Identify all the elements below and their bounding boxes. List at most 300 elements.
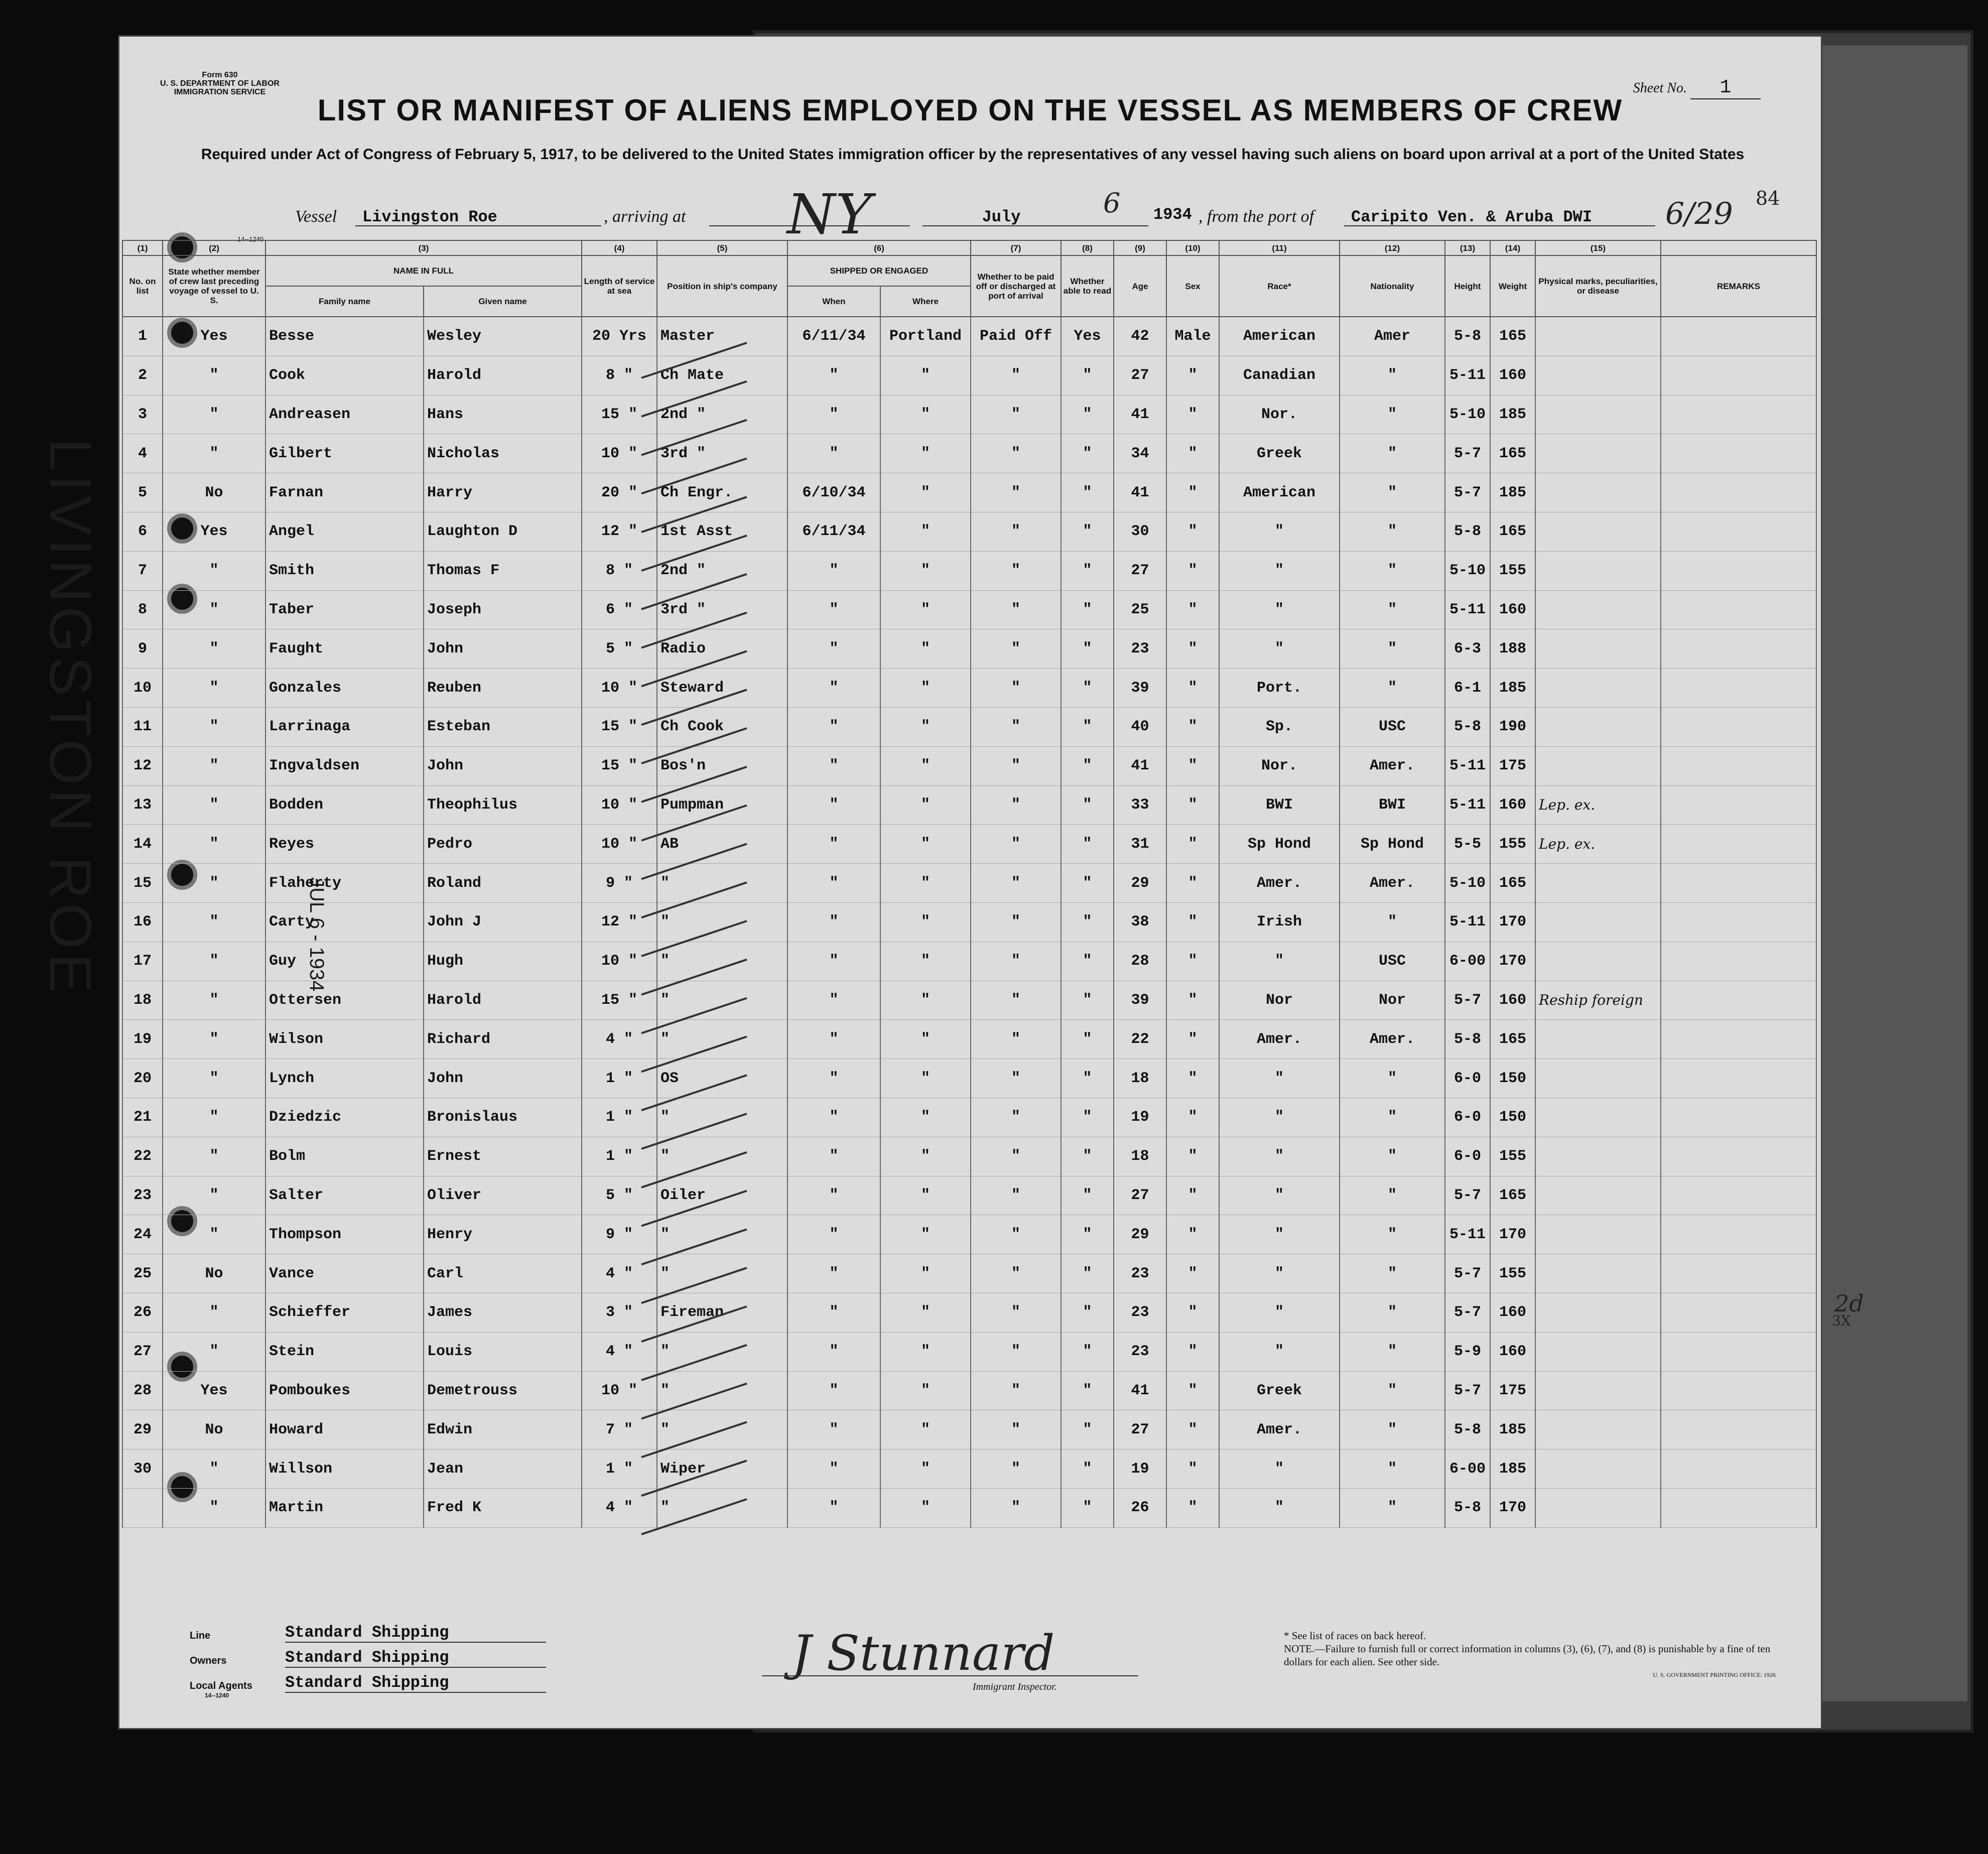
shipped-when-cell: " [787, 1293, 880, 1332]
prev-voyage-cell: " [163, 669, 266, 708]
nationality-cell: " [1340, 1449, 1445, 1489]
manifest-page [37, 35, 1822, 1730]
position-cell: Master [657, 317, 787, 356]
shipped-when-cell: " [787, 1254, 880, 1293]
able-to-read-cell: " [1061, 864, 1114, 903]
length-of-service-cell: 15 " [582, 981, 657, 1020]
height-cell: 5-5 [1445, 825, 1490, 864]
family-name-cell: Taber [266, 590, 424, 629]
position-cell: Bos'n [657, 746, 787, 785]
length-of-service-cell: 10 " [582, 1371, 657, 1410]
able-to-read-cell: " [1061, 785, 1114, 825]
weight-cell: 185 [1490, 473, 1535, 512]
physical-marks-cell [1535, 590, 1661, 629]
given-name-cell: Bronislaus [424, 1098, 582, 1137]
shipped-when-cell: " [787, 395, 880, 434]
paid-off-cell: " [971, 1215, 1061, 1254]
nationality-cell: " [1340, 590, 1445, 629]
able-to-read-cell: " [1061, 902, 1114, 942]
row-number-cell: 20 [122, 1059, 163, 1098]
prev-voyage-cell: " [163, 942, 266, 981]
paid-off-cell: " [971, 395, 1061, 434]
inspector-signature: J Stunnard [792, 1625, 1055, 1681]
age-cell: 23 [1114, 1332, 1166, 1371]
able-to-read-cell: " [1061, 1020, 1114, 1059]
family-name-cell: Schieffer [266, 1293, 424, 1332]
length-of-service-cell: 5 " [582, 629, 657, 669]
age-cell: 39 [1114, 669, 1166, 708]
family-name-cell: Salter [266, 1176, 424, 1215]
age-cell: 26 [1114, 1488, 1166, 1527]
length-of-service-cell: 4 " [582, 1332, 657, 1371]
able-to-read-cell: " [1061, 551, 1114, 590]
age-cell: 41 [1114, 746, 1166, 785]
prev-voyage-cell: No [163, 1254, 266, 1293]
height-cell: 5-8 [1445, 1410, 1490, 1449]
col-num: (4) [582, 240, 657, 255]
table-row [122, 1176, 1816, 1215]
shipped-where-cell: " [880, 1332, 971, 1371]
sex-cell: " [1166, 981, 1219, 1020]
table-row [122, 395, 1816, 434]
able-to-read-cell: " [1061, 825, 1114, 864]
shipped-when-cell: " [787, 551, 880, 590]
table-row [122, 1254, 1816, 1293]
sex-cell: " [1166, 1332, 1219, 1371]
paid-off-cell: " [971, 1176, 1061, 1215]
prev-voyage-cell: " [163, 825, 266, 864]
physical-marks-cell [1535, 707, 1661, 746]
arrival-month: July [922, 202, 1073, 226]
weight-cell: 150 [1490, 1059, 1535, 1098]
prev-voyage-cell: " [163, 1098, 266, 1137]
physical-marks-cell [1535, 902, 1661, 942]
length-of-service-cell: 10 " [582, 669, 657, 708]
row-number-cell: 5 [122, 473, 163, 512]
family-name-cell: Farnan [266, 473, 424, 512]
table-row [122, 1020, 1816, 1059]
given-name-cell: Harold [424, 981, 582, 1020]
length-of-service-cell: 20 " [582, 473, 657, 512]
table-row [122, 1137, 1816, 1176]
paid-off-cell: " [971, 356, 1061, 395]
family-name-cell: Thompson [266, 1215, 424, 1254]
paid-off-cell: " [971, 1137, 1061, 1176]
arriving-label: , arriving at [604, 207, 686, 226]
remarks-cell [1661, 942, 1816, 981]
race-cell: " [1219, 1332, 1340, 1371]
col-num: (13) [1445, 240, 1490, 255]
nationality-cell: Sp Hond [1340, 825, 1445, 864]
family-name-cell: Reyes [266, 825, 424, 864]
table-row [122, 785, 1816, 825]
row-number-cell: 3 [122, 395, 163, 434]
col-num: (10) [1166, 240, 1219, 255]
length-of-service-cell: 9 " [582, 1215, 657, 1254]
position-cell: " [657, 981, 787, 1020]
nationality-cell: " [1340, 551, 1445, 590]
col-num: (14) [1490, 240, 1535, 255]
row-number-cell [122, 1488, 163, 1527]
nationality-cell: " [1340, 395, 1445, 434]
row-number-cell: 8 [122, 590, 163, 629]
sex-cell: " [1166, 629, 1219, 669]
shipped-when-cell: " [787, 629, 880, 669]
physical-marks-cell [1535, 356, 1661, 395]
table-row [122, 942, 1816, 981]
race-cell: Nor [1219, 981, 1340, 1020]
remarks-cell [1661, 981, 1816, 1020]
remarks-cell [1661, 1137, 1816, 1176]
nationality-cell: Nor [1340, 981, 1445, 1020]
physical-marks-cell [1535, 864, 1661, 903]
length-of-service-cell: 1 " [582, 1449, 657, 1489]
family-name-cell: Ingvaldsen [266, 746, 424, 785]
column-headers [122, 255, 1816, 286]
family-name-cell: Gonzales [266, 669, 424, 708]
sex-cell: " [1166, 1059, 1219, 1098]
date-stamp: JUL 6 - 1934 [306, 877, 328, 992]
prev-voyage-cell: " [163, 785, 266, 825]
family-name-cell: Lynch [266, 1059, 424, 1098]
paid-off-cell: " [971, 942, 1061, 981]
height-cell: 5-10 [1445, 551, 1490, 590]
physical-marks-cell [1535, 473, 1661, 512]
remarks-cell [1661, 825, 1816, 864]
physical-marks-cell [1535, 1449, 1661, 1489]
table-row [122, 1098, 1816, 1137]
remarks-cell [1661, 1410, 1816, 1449]
nationality-cell: " [1340, 629, 1445, 669]
remarks-cell [1661, 669, 1816, 708]
sex-cell: " [1166, 746, 1219, 785]
physical-marks-cell: Lep. ex. [1535, 785, 1661, 825]
able-to-read-cell: " [1061, 512, 1114, 551]
sex-cell: " [1166, 512, 1219, 551]
height-cell: 5-11 [1445, 902, 1490, 942]
shipped-where-cell: " [880, 942, 971, 981]
family-name-cell: Stein [266, 1332, 424, 1371]
nationality-cell: " [1340, 1332, 1445, 1371]
nationality-cell: USC [1340, 707, 1445, 746]
weight-cell: 170 [1490, 1215, 1535, 1254]
crew-table [122, 240, 1817, 1528]
shipped-where-cell: " [880, 902, 971, 942]
header-where: Where [880, 286, 971, 317]
given-name-cell: Theophilus [424, 785, 582, 825]
prev-voyage-cell: " [163, 1215, 266, 1254]
position-cell: " [657, 1137, 787, 1176]
physical-marks-cell [1535, 1488, 1661, 1527]
sex-cell: " [1166, 707, 1219, 746]
family-name-cell: Howard [266, 1410, 424, 1449]
length-of-service-cell: 1 " [582, 1137, 657, 1176]
family-name-cell: Wilson [266, 1020, 424, 1059]
remarks-cell [1661, 746, 1816, 785]
given-name-cell: Richard [424, 1020, 582, 1059]
length-of-service-cell: 10 " [582, 942, 657, 981]
family-name-cell: Angel [266, 512, 424, 551]
weight-cell: 155 [1490, 1254, 1535, 1293]
shipped-where-cell: " [880, 1371, 971, 1410]
prev-voyage-cell: " [163, 629, 266, 669]
remarks-cell [1661, 1020, 1816, 1059]
paid-off-cell: " [971, 1332, 1061, 1371]
col-num: (9) [1114, 240, 1166, 255]
race-cell: " [1219, 1449, 1340, 1489]
height-cell: 5-9 [1445, 1332, 1490, 1371]
shipped-when-cell: " [787, 902, 880, 942]
weight-cell: 165 [1490, 1176, 1535, 1215]
weight-cell: 160 [1490, 590, 1535, 629]
height-cell: 5-7 [1445, 981, 1490, 1020]
shipped-when-cell: " [787, 785, 880, 825]
length-of-service-cell: 15 " [582, 707, 657, 746]
row-number-cell: 25 [122, 1254, 163, 1293]
col-num: (15) [1535, 240, 1661, 255]
nationality-cell: Amer [1340, 317, 1445, 356]
shipped-when-cell: " [787, 434, 880, 473]
header-read: Whether able to read [1061, 255, 1114, 317]
remarks-cell [1661, 1215, 1816, 1254]
length-of-service-cell: 4 " [582, 1020, 657, 1059]
paid-off-cell: " [971, 981, 1061, 1020]
sex-cell: " [1166, 1098, 1219, 1137]
weight-cell: 185 [1490, 669, 1535, 708]
table-row [122, 356, 1816, 395]
race-cell: American [1219, 473, 1340, 512]
shipped-where-cell: " [880, 1410, 971, 1449]
height-cell: 5-11 [1445, 590, 1490, 629]
race-cell: Sp. [1219, 707, 1340, 746]
family-name-cell: Ottersen [266, 981, 424, 1020]
row-number-cell: 26 [122, 1293, 163, 1332]
col-num: (6) [787, 240, 971, 255]
length-of-service-cell: 15 " [582, 395, 657, 434]
race-cell: Greek [1219, 1371, 1340, 1410]
physical-marks-cell [1535, 1293, 1661, 1332]
row-number-cell: 27 [122, 1332, 163, 1371]
table-row [122, 1449, 1816, 1489]
age-cell: 28 [1114, 942, 1166, 981]
length-of-service-cell: 12 " [582, 512, 657, 551]
table-row [122, 669, 1816, 708]
position-cell: 2nd " [657, 551, 787, 590]
sex-cell: " [1166, 1137, 1219, 1176]
nationality-cell: " [1340, 512, 1445, 551]
age-cell: 33 [1114, 785, 1166, 825]
length-of-service-cell: 10 " [582, 785, 657, 825]
position-cell: " [657, 1371, 787, 1410]
position-cell: Ch Engr. [657, 473, 787, 512]
race-cell: Greek [1219, 434, 1340, 473]
prev-voyage-cell: " [163, 746, 266, 785]
header-race: Race* [1219, 255, 1340, 317]
remarks-cell [1661, 902, 1816, 942]
shipped-where-cell: Portland [880, 317, 971, 356]
length-of-service-cell: 6 " [582, 590, 657, 629]
sex-cell: Male [1166, 317, 1219, 356]
crew-rows [122, 317, 1816, 1527]
shipped-where-cell: " [880, 1449, 971, 1489]
able-to-read-cell: " [1061, 473, 1114, 512]
shipped-when-cell: " [787, 669, 880, 708]
height-cell: 6-0 [1445, 1059, 1490, 1098]
race-cell: Nor. [1219, 746, 1340, 785]
given-name-cell: Wesley [424, 317, 582, 356]
header-service: Length of service at sea [582, 255, 657, 317]
nationality-cell: " [1340, 669, 1445, 708]
page-title: LIST OR MANIFEST OF ALIENS EMPLOYED ON THE VESSEL AS MEMBERS OF CREW [317, 93, 1623, 127]
shipped-where-cell: " [880, 1293, 971, 1332]
race-cell: " [1219, 1215, 1340, 1254]
height-cell: 6-1 [1445, 669, 1490, 708]
table-row [122, 1332, 1816, 1371]
shipped-where-cell: " [880, 1488, 971, 1527]
shipped-when-cell: " [787, 1410, 880, 1449]
header-family-name: Family name [266, 286, 424, 317]
height-cell: 5-8 [1445, 1488, 1490, 1527]
given-name-cell: Carl [424, 1254, 582, 1293]
col-num: (5) [657, 240, 787, 255]
length-of-service-cell: 1 " [582, 1059, 657, 1098]
race-cell: Amer. [1219, 1020, 1340, 1059]
height-cell: 5-11 [1445, 785, 1490, 825]
line-value: Standard Shipping [285, 1623, 546, 1643]
family-name-cell: Carty [266, 902, 424, 942]
col-num: (1) [122, 240, 163, 255]
height-cell: 6-3 [1445, 629, 1490, 669]
height-cell: 5-11 [1445, 1215, 1490, 1254]
weight-cell: 190 [1490, 707, 1535, 746]
shipped-where-cell: " [880, 512, 971, 551]
able-to-read-cell: Yes [1061, 317, 1114, 356]
row-number-cell: 22 [122, 1137, 163, 1176]
weight-cell: 170 [1490, 902, 1535, 942]
paid-off-cell: " [971, 512, 1061, 551]
col-num: (12) [1340, 240, 1445, 255]
header-given-name: Given name [424, 286, 582, 317]
row-number-cell: 6 [122, 512, 163, 551]
arrival-day: 6 [1103, 187, 1121, 219]
shipped-when-cell: " [787, 1098, 880, 1137]
shipped-where-cell: " [880, 1215, 971, 1254]
table-row [122, 473, 1816, 512]
table-row [122, 512, 1816, 551]
prev-voyage-cell: Yes [163, 317, 266, 356]
physical-marks-cell: Reship foreign [1535, 981, 1661, 1020]
height-cell: 5-7 [1445, 434, 1490, 473]
arrival-day-field [1073, 202, 1148, 226]
physical-marks-cell [1535, 1371, 1661, 1410]
family-name-cell: Bodden [266, 785, 424, 825]
given-name-cell: Jean [424, 1449, 582, 1489]
age-cell: 39 [1114, 981, 1166, 1020]
family-name-cell: Martin [266, 1488, 424, 1527]
position-cell: " [657, 1020, 787, 1059]
sex-cell: " [1166, 473, 1219, 512]
header-no: No. on list [122, 255, 163, 317]
shipped-when-cell: " [787, 1449, 880, 1489]
row-number-cell: 28 [122, 1371, 163, 1410]
nationality-cell: " [1340, 1176, 1445, 1215]
prev-voyage-cell: " [163, 1020, 266, 1059]
family-name-cell: Guy [266, 942, 424, 981]
sex-cell: " [1166, 590, 1219, 629]
height-cell: 5-7 [1445, 1371, 1490, 1410]
table-row [122, 1293, 1816, 1332]
position-cell: AB [657, 825, 787, 864]
row-number-cell: 7 [122, 551, 163, 590]
race-cell: Amer. [1219, 1410, 1340, 1449]
line-row: Line Standard Shipping [190, 1630, 210, 1642]
paid-off-cell: " [971, 746, 1061, 785]
paid-off-cell: " [971, 1293, 1061, 1332]
table-row [122, 629, 1816, 669]
given-name-cell: Fred K [424, 1488, 582, 1527]
weight-cell: 165 [1490, 317, 1535, 356]
race-cell: " [1219, 1137, 1340, 1176]
family-name-cell: Gilbert [266, 434, 424, 473]
shipped-where-cell: " [880, 1098, 971, 1137]
able-to-read-cell: " [1061, 942, 1114, 981]
position-cell: " [657, 1254, 787, 1293]
given-name-cell: Nicholas [424, 434, 582, 473]
height-cell: 5-10 [1445, 864, 1490, 903]
margin-note: 2d [1834, 1290, 1864, 1317]
from-port: Caripito Ven. & Aruba DWI [1344, 202, 1655, 226]
given-name-cell: Thomas F [424, 551, 582, 590]
row-number-cell: 19 [122, 1020, 163, 1059]
physical-marks-cell [1535, 1332, 1661, 1371]
position-cell: Wiper [657, 1449, 787, 1489]
given-name-cell: Laughton D [424, 512, 582, 551]
shipped-where-cell: " [880, 864, 971, 903]
agents-code: 14--1240 [205, 1692, 229, 1699]
length-of-service-cell: 15 " [582, 746, 657, 785]
weight-cell: 165 [1490, 1020, 1535, 1059]
nationality-cell: " [1340, 356, 1445, 395]
able-to-read-cell: " [1061, 434, 1114, 473]
age-cell: 25 [1114, 590, 1166, 629]
row-number-cell: 18 [122, 981, 163, 1020]
sex-cell: " [1166, 1488, 1219, 1527]
row-number-cell: 21 [122, 1098, 163, 1137]
table-row [122, 825, 1816, 864]
remarks-cell [1661, 785, 1816, 825]
family-name-cell: Larrinaga [266, 707, 424, 746]
remarks-cell [1661, 395, 1816, 434]
position-cell: OS [657, 1059, 787, 1098]
nationality-cell: " [1340, 1488, 1445, 1527]
length-of-service-cell: 10 " [582, 434, 657, 473]
owners-value: Standard Shipping [285, 1648, 546, 1668]
shipped-when-cell: 6/11/34 [787, 317, 880, 356]
height-cell: 5-8 [1445, 317, 1490, 356]
shipped-where-cell: " [880, 590, 971, 629]
row-number-cell: 2 [122, 356, 163, 395]
able-to-read-cell: " [1061, 1332, 1114, 1371]
length-of-service-cell: 20 Yrs [582, 317, 657, 356]
given-name-cell: Esteban [424, 707, 582, 746]
prev-voyage-cell: " [163, 1176, 266, 1215]
physical-marks-cell [1535, 669, 1661, 708]
age-cell: 40 [1114, 707, 1166, 746]
race-cell: " [1219, 1254, 1340, 1293]
height-cell: 5-8 [1445, 512, 1490, 551]
height-cell: 6-0 [1445, 1098, 1490, 1137]
remarks-cell [1661, 1059, 1816, 1098]
